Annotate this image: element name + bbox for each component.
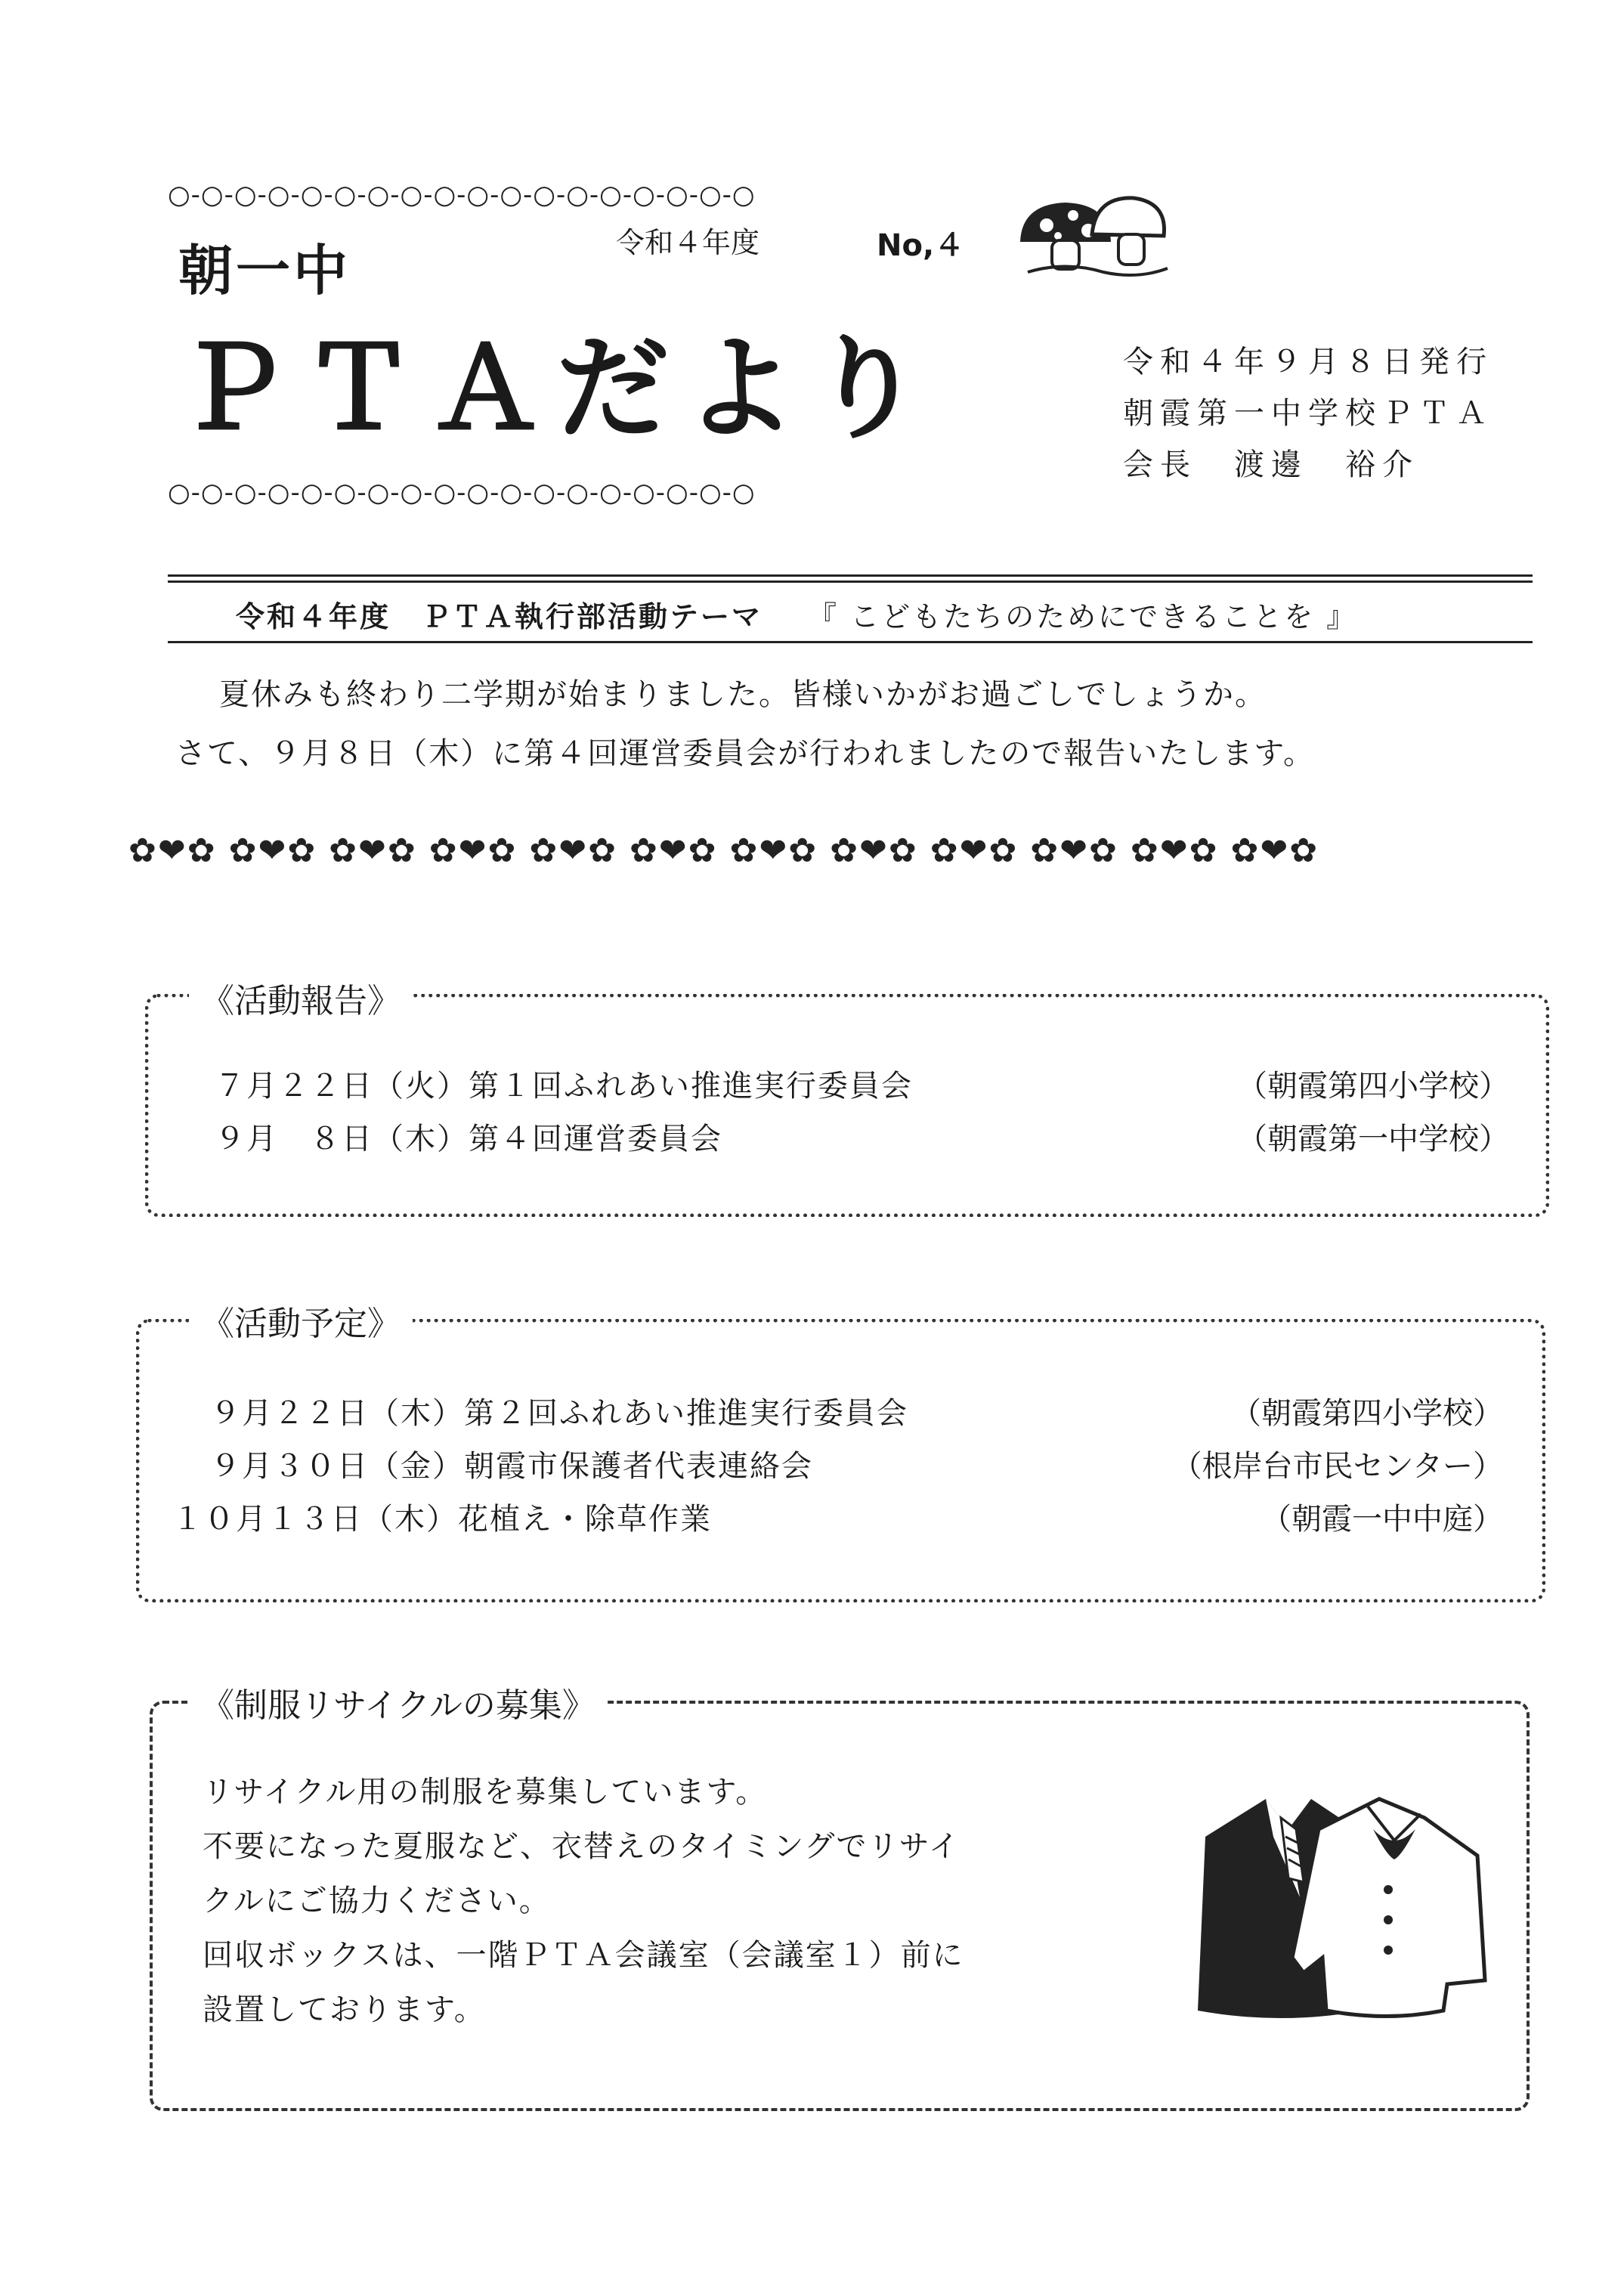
schedule-row-2 xyxy=(210,1442,813,1485)
schedule-place-3: （朝霞一中中庭） xyxy=(1261,1502,1503,1537)
recycle-line: 不要になった夏服など、衣替えのタイミングでリサイ xyxy=(203,1829,960,1864)
school-name: 朝一中 xyxy=(178,239,351,302)
recycle-line: 回収ボックスは、一階ＰＴＡ会議室（会議室１）前に xyxy=(203,1938,964,1973)
schedule-date: ９月２２日（木） xyxy=(210,1396,464,1431)
fiscal-year: 令和４年度 xyxy=(616,226,760,259)
activity-report-box xyxy=(145,994,1549,1217)
recycle-line: リサイクル用の制服を募集しています。 xyxy=(203,1775,768,1810)
uniform-recycle-title: 《制服リサイクルの募集》 xyxy=(189,1678,608,1726)
schedule-event: 第２回ふれあい推進実行委員会 xyxy=(464,1396,908,1431)
schedule-event: 花植え・除草作業 xyxy=(458,1502,712,1537)
report-place-1: （朝霞第四小学校） xyxy=(1237,1069,1509,1104)
report-row-2 xyxy=(215,1115,722,1158)
uniform-recycle-text xyxy=(203,1765,964,2037)
report-event: 第１回ふれあい推進実行委員会 xyxy=(469,1069,913,1104)
intro-line-2: さて、９月８日（木）に第４回運営委員会が行われましたので報告いたします。 xyxy=(175,736,1315,771)
circle-border-top: ○-○-○-○-○-○-○-○-○-○-○-○-○-○-○-○-○-○ xyxy=(168,180,756,210)
recycle-line: クルにご協力ください。 xyxy=(203,1884,551,1918)
intro-line-1: 夏休みも終わり二学期が始まりました。皆様いかがお過ごしでしょうか。 xyxy=(219,677,1267,712)
theme-label: 令和４年度 ＰＴＡ執行部活動テーマ xyxy=(236,599,763,633)
divider-top xyxy=(168,574,1533,577)
schedule-date: ９月３０日（金） xyxy=(210,1449,464,1484)
divider-bottom xyxy=(168,641,1533,643)
report-place-2: （朝霞第一中学校） xyxy=(1237,1122,1509,1156)
issue-number: No,４ xyxy=(877,228,965,263)
publication-info xyxy=(1123,336,1493,491)
activity-schedule-title: 《活動予定》 xyxy=(189,1296,413,1345)
intro-text xyxy=(175,665,1315,783)
divider-top-inner xyxy=(168,580,1533,583)
report-date: ７月２２日（火） xyxy=(215,1069,469,1104)
activity-theme xyxy=(236,593,1357,635)
schedule-event: 朝霞市保護者代表連絡会 xyxy=(464,1449,813,1484)
publication-date: 令和４年９月８日発行 xyxy=(1123,345,1493,379)
tulip-border: ✿❤✿ ✿❤✿ ✿❤✿ ✿❤✿ ✿❤✿ ✿❤✿ ✿❤✿ ✿❤✿ ✿❤✿ ✿❤✿ ✿❤✿ ✿❤✿ xyxy=(128,831,1319,870)
mushroom-icon xyxy=(1013,189,1171,295)
publisher: 朝霞第一中学校ＰＴＡ xyxy=(1123,396,1493,431)
pta-chair: 会長 渡邊 裕介 xyxy=(1123,447,1419,482)
recycle-line: 設置しております。 xyxy=(203,1992,486,2027)
schedule-row-1 xyxy=(210,1389,908,1432)
schedule-place-1: （朝霞第四小学校） xyxy=(1231,1396,1503,1431)
report-event: 第４回運営委員会 xyxy=(469,1122,722,1156)
theme-quote: 『 こどもたちのためにできることを 』 xyxy=(808,600,1358,633)
activity-report-title: 《活動報告》 xyxy=(189,974,413,1022)
report-row-1 xyxy=(215,1062,913,1105)
schedule-row-3 xyxy=(172,1495,712,1538)
school-uniform-icon xyxy=(1175,1784,1500,2033)
schedule-place-2: （根岸台市民センター） xyxy=(1171,1449,1503,1484)
newsletter-title: ＰＴＡだより xyxy=(175,324,938,455)
schedule-date: １０月１３日（木） xyxy=(172,1502,458,1537)
report-date: ９月 ８日（木） xyxy=(215,1122,469,1156)
circle-border-bottom: ○-○-○-○-○-○-○-○-○-○-○-○-○-○-○-○-○-○ xyxy=(168,478,756,508)
